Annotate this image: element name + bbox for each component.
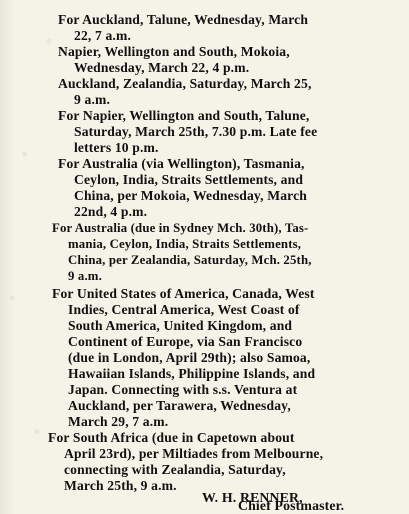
signature-title: Chief Postmaster. [238,498,345,513]
entry-united-states-line-3: South America, United Kingdom, and [68,318,293,333]
entry-australia-sydney-line-1: For Australia (due in Sydney Mch. 30th), Tas- [52,221,309,235]
entry-united-states-line-2: Indies, Central America, West Coast of [68,302,300,317]
entry-australia-sydney-line-3: China, per Zealandia, Saturday, Mch. 25th, [68,253,312,267]
entry-united-states-line-4: Continent of Europe, via San Francisco [68,334,303,349]
entry-napier-mokoia-line-2: Wednesday, March 22, 4 p.m. [74,60,250,75]
entry-australia-wellington-line-3: China, per Mokoia, Wednesday, March [74,188,307,203]
entry-united-states-line-9: March 29, 7 a.m. [68,414,169,429]
entry-united-states-line-1: For United States of America, Canada, West [52,286,315,301]
entry-napier-talune-line-3: letters 10 p.m. [74,140,159,155]
entry-auckland-zealandia-line-2: 9 a.m. [74,92,111,107]
entry-auckland-zealandia-line-1: Auckland, Zealandia, Saturday, March 25, [58,76,312,91]
entry-united-states-line-5: (due in London, April 29th); also Samoa, [68,350,311,365]
entry-australia-sydney-line-2: mania, Ceylon, India, Straits Settlements, [68,237,302,251]
signature-name: W. H. RENNER, [202,490,303,505]
entry-australia-wellington-line-4: 22nd, 4 p.m. [74,204,148,219]
entry-australia-sydney-line-4: 9 a.m. [68,269,102,283]
entry-south-africa-line-3: connecting with Zealandia, Saturday, [64,462,286,477]
entry-united-states-line-8: Auckland, per Tarawera, Wednesday, [68,398,291,413]
entry-auckland-line-1: For Auckland, Talune, Wednesday, March [58,12,309,27]
entry-united-states-line-7: Japan. Connecting with s.s. Ventura at [68,382,298,397]
entry-napier-talune-line-2: Saturday, March 25th, 7.30 p.m. Late fee [74,124,318,139]
entry-australia-wellington-line-2: Ceylon, India, Straits Settlements, and [74,172,304,187]
entry-auckland-line-2: 22, 7 a.m. [74,28,132,43]
entry-south-africa-line-2: April 23rd), per Miltiades from Melbourne, [64,446,324,461]
entry-south-africa-line-4: March 25th, 9 a.m. [64,478,177,493]
entry-napier-mokoia-line-1: Napier, Wellington and South, Mokoia, [58,44,290,59]
entry-south-africa-line-1: For South Africa (due in Capetown about [48,430,295,445]
entry-napier-talune-line-1: For Napier, Wellington and South, Talune, [58,108,310,123]
entry-united-states-line-6: Hawaiian Islands, Philippine Islands, and [68,366,316,381]
entry-australia-wellington-line-1: For Australia (via Wellington), Tasmania, [58,156,305,171]
